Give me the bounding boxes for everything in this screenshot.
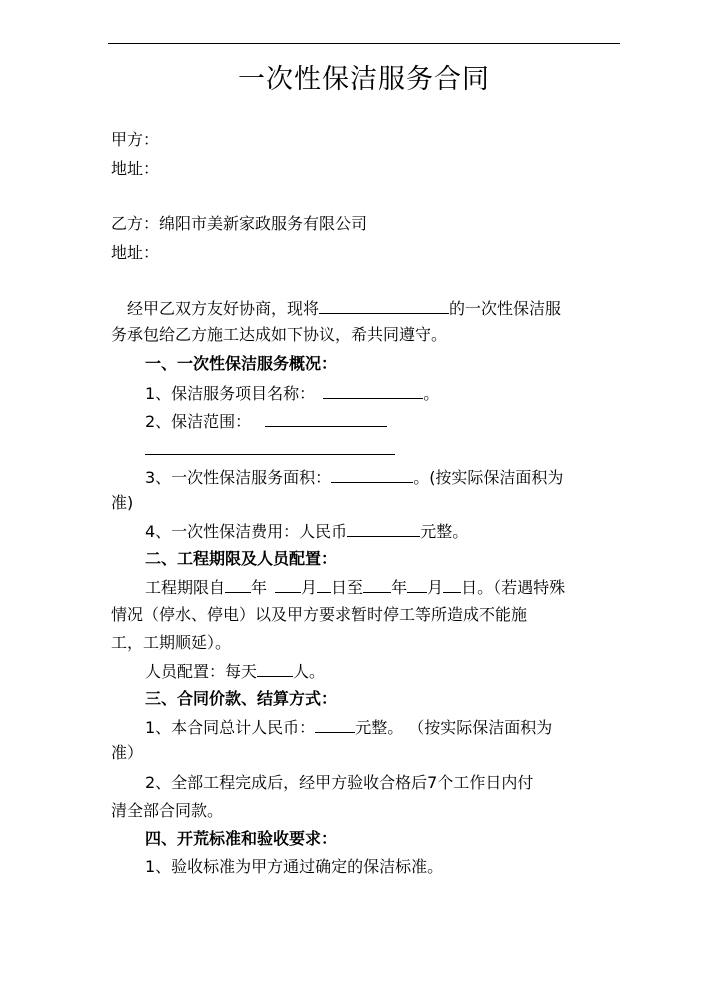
s2-staff [145,661,325,682]
s1-item-2-cont [145,439,395,460]
section-1-heading: 一、一次性保洁服务概况： [145,354,338,373]
party-b-address-label: 地址： [111,243,160,262]
s1-item-4-suffix: 元整。 [420,522,469,541]
end-year-blank [363,577,391,593]
project-name-blank [323,383,423,399]
start-month-blank [275,577,301,593]
scope-blank-2 [145,439,395,455]
s3-item-1-label: 1、本合同总计人民币： [145,718,316,737]
s1-item-1 [145,383,439,404]
s1-item-1-label: 1、保洁服务项目名称： [145,384,316,403]
s3-item-1-cont: 准） [111,743,144,762]
party-b-label: 乙方：绵阳市美新家政服务有限公司 [111,214,368,233]
section-2-heading: 二、工程期限及人员配置： [145,549,338,568]
year-text: 年 [251,578,268,597]
intro-text-before: 经甲乙双方友好协商，现将 [127,299,320,318]
s1-item-3-label: 3、一次性保洁服务面积： [145,468,332,487]
document-title: 一次性保洁服务合同 [238,64,490,95]
end-month-blank [407,577,427,593]
s3-item-2-line-2: 清全部合同款。 [111,801,224,820]
s1-item-1-suffix: 。 [423,384,440,403]
party-a-label: 甲方： [111,130,160,149]
day-to-text: 日至 [331,578,364,597]
party-a-address-label: 地址： [111,159,160,178]
s3-item-2-line-1: 2、全部工程完成后，经甲方验收合格后7个工作日内付 [145,773,534,792]
s1-item-2-label: 2、保洁范围： [145,412,252,431]
start-day-blank [317,577,331,593]
start-year-blank [225,577,251,593]
day-end-text: 日。（若遇特殊 [461,578,566,597]
staff-suffix: 人。 [293,662,326,681]
project-blank [319,298,449,314]
section-4-heading: 四、开荒标准和验收要求： [145,829,338,848]
s4-item-1: 1、验收标准为甲方通过确定的保洁标准。 [145,857,444,876]
staff-blank [257,661,293,677]
intro-line-1 [127,298,561,319]
s2-period-line-2: 情况（停水、停电）以及甲方要求暂时停工等所造成不能施 [111,605,528,624]
period-label: 工程期限自 [145,578,226,597]
intro-text-after: 的一次性保洁服 [449,299,562,318]
end-day-blank [443,577,461,593]
end-year-text: 年 [391,578,408,597]
s2-period-line-1 [145,577,565,598]
intro-line-2: 务承包给乙方施工达成如下协议，希共同遵守。 [111,325,448,344]
fee-blank [347,521,420,537]
s1-item-3 [145,467,563,488]
total-blank [315,717,355,733]
s1-item-4 [145,521,468,542]
area-blank [331,467,413,483]
header-rule [108,43,620,44]
end-month-text: 月 [427,578,444,597]
s1-item-3-cont: 准) [111,493,134,512]
s1-item-4-label: 4、一次性保洁费用：人民币 [145,522,348,541]
month-text: 月 [301,578,318,597]
s3-item-1 [145,717,552,738]
s3-item-1-suffix: 元整。 （按实际保洁面积为 [355,718,553,737]
staff-label: 人员配置：每天 [145,662,258,681]
s2-period-line-3: 工，工期顺延）。 [111,633,232,652]
s1-item-2 [145,411,387,432]
s1-item-3-suffix: 。(按实际保洁面积为 [413,468,564,487]
section-3-heading: 三、合同价款、结算方式： [145,689,338,708]
scope-blank-1 [265,411,387,427]
